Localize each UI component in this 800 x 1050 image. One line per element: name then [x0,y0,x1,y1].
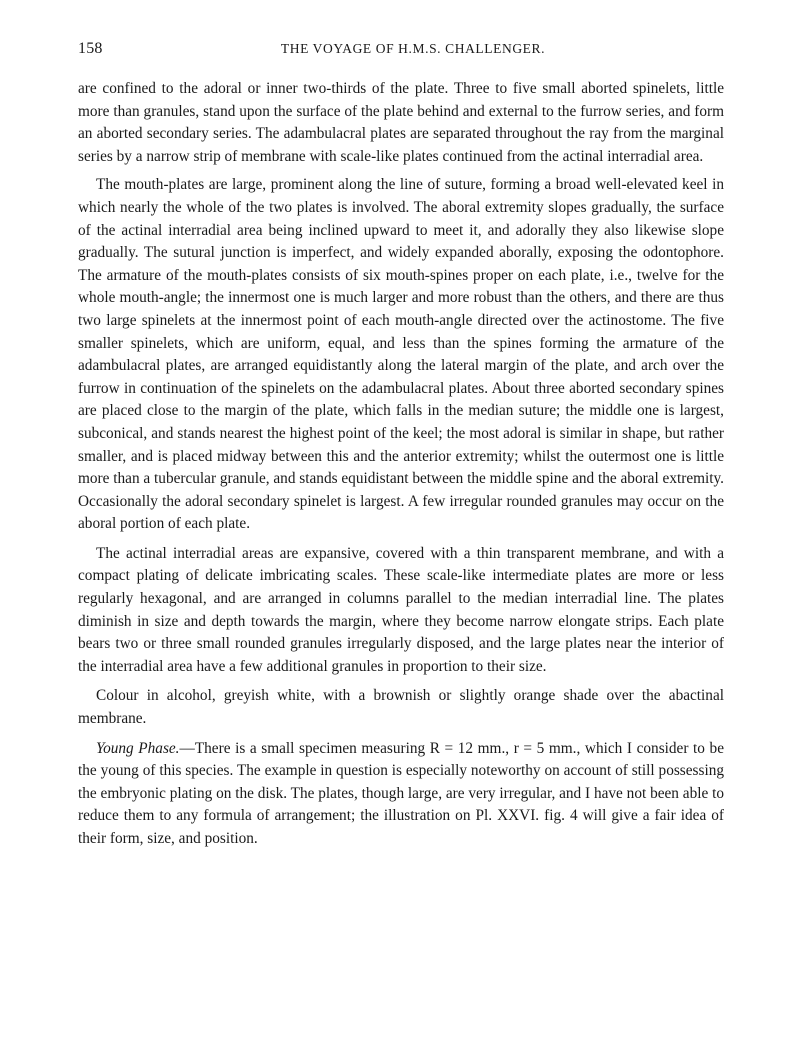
running-head [78,40,724,64]
paragraph-actinal-interradial-areas: The actinal interradial areas are expansive, covered with a thin transparent membrane, and with a compact plating of delicate imbricating scales. These scale-like intermediate plates are more or less regularly hexagonal, and are arranged in columns parallel to the median interradial line. The plates diminish in size and depth towards the margin, where they become narrow elongate strips. Each plate bears two or three small rounded granules irregularly disposed, and the large plates near the interior of the interradial area have a few additional granules in proportion to their size. [78,544,724,675]
body-text [78,78,724,858]
paragraph-mouth-plates: The mouth-plates are large, prominent along the line of suture, forming a broad well-elevated keel in which nearly the whole of the two plates is involved. The aboral extremity slopes gradually, the surface of the actinal interradial area being inclined upward to meet it, and adorally they also likewise slope gradually. The sutural junction is imperfect, and widely expanded aborally, exposing the odontophore. The armature of the mouth-plates consists of six mouth-spines proper on each plate, i.e., twelve for the whole mouth-angle; the innermost one is much larger and more robust than the others, and there are thus two large spinelets at the innermost point of each mouth-angle directed over the actinostome. The five smaller spinelets, which are uniform, equal, and less than the spines forming the armature of the adambulacral plates, are arranged equidistantly along the lateral margin of the plate, and arch over the furrow in continuation of the spinelets on the adambulacral plates. About three aborted secondary spines are placed close to the margin of the plate, which falls in the median suture; the middle one is largest, subconical, and stands nearest the highest point of the keel; the most adoral is similar in shape, but rather smaller, and is placed midway between this and the anterior extremity; whilst the outermost one is little more than a tubercular granule, and stands equidistant between the middle spine and the aboral extremity. Occasionally the adoral secondary spinelet is largest. A few irregular rounded granules may occur on the aboral portion of each plate. [78,176,724,533]
paragraph-colour: Colour in alcohol, greyish white, with a brownish or slightly orange shade over the abactinal membrane. [78,687,724,728]
young-phase-heading: Young Phase. [96,739,180,757]
paragraph-young-phase [78,738,724,851]
paragraph-continued: are confined to the adoral or inner two-thirds of the plate. Three to five small aborted spinelets, little more than granules, stand upon the surface of the plate behind and external to the furrow series, and form an aborted secondary series. The adambulacral plates are separated throughout the ray from the marginal series by a narrow strip of membrane with scale-like plates continued from the actinal interradial area. [78,80,724,165]
page-number: 158 [78,40,103,57]
running-title: THE VOYAGE OF H.M.S. CHALLENGER. [280,41,546,56]
young-phase-text: —There is a small specimen measuring R = 12 mm., r = 5 mm., which I consider to be the young of this species. The example in question is especially noteworthy on account of still possessing the embryonic plating on the disk. The plates, though large, are very irregular, and I have not been able to reduce them to any formula of arrangement; the illustration on Pl. XXVI. fig. 4 will give a fair idea of their form, size, and position. [78,739,724,847]
